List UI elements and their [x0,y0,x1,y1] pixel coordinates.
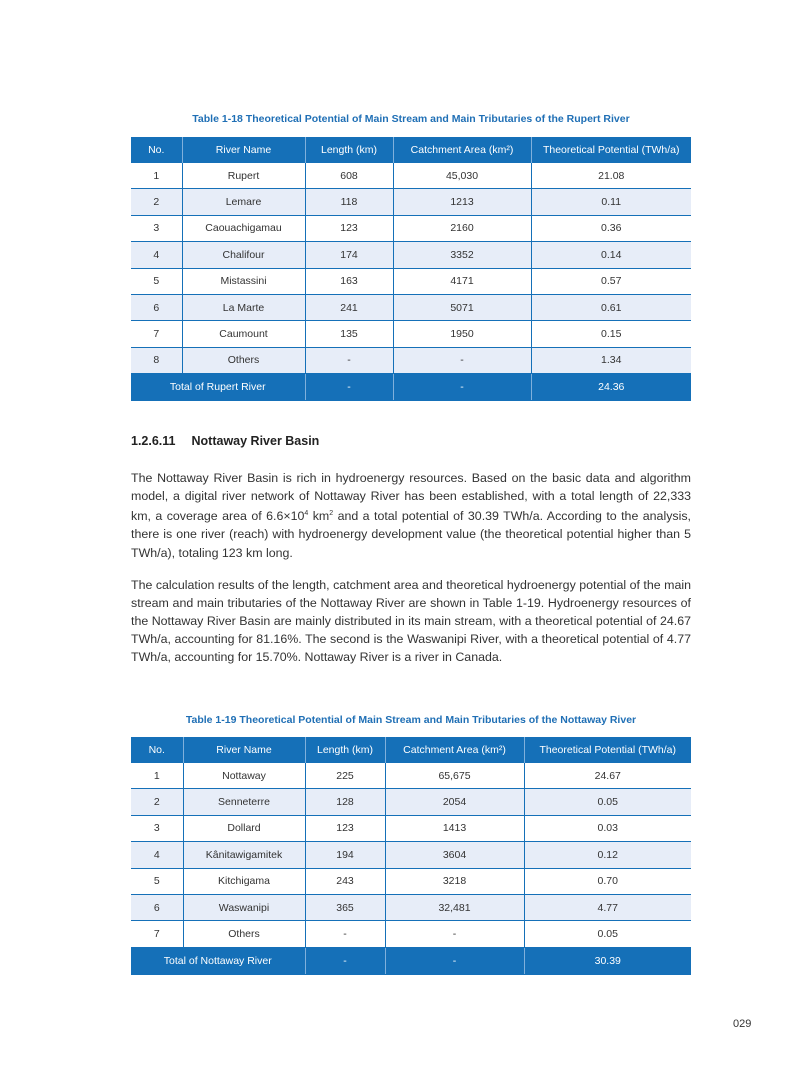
table-cell: 5 [131,868,183,894]
table-cell: 0.03 [524,815,691,841]
table-cell: 0.05 [524,789,691,815]
table-cell: 163 [305,268,393,294]
table-header-row [131,737,691,763]
column-header: Length (km) [305,737,385,763]
column-header: No. [131,137,182,163]
table-cell: 1950 [393,321,531,347]
total-cell: Total of Rupert River [131,374,305,401]
table-cell: Caouachigamau [182,215,305,241]
paragraph-2: The calculation results of the length, catchment area and theoretical hydroenergy potential of the main stream and main tributaries of the Nottaway River are shown in Table 1-19. Hydroenergy resources of the Nottaway River Basin are mainly distributed in its main stream, with a theoretical potential of 24.67 TWh/a, accounting for 81.16%. The second is the Waswanipi River, with a theoretical potential of 4.77 TWh/a, accounting for 15.70%. Nottaway River is a river in Canada. [131,578,691,665]
table-row [131,347,691,373]
table-cell: 123 [305,215,393,241]
table-cell: 128 [305,789,385,815]
table-cell: La Marte [182,294,305,320]
table-cell: 5071 [393,294,531,320]
exponent: 4 [304,510,309,518]
table-cell: - [393,347,531,373]
table-cell: 0.12 [524,842,691,868]
table-cell: 65,675 [385,763,524,789]
table-row [131,321,691,347]
table-cell: 135 [305,321,393,347]
table-cell: 1 [131,763,183,789]
table-cell: 0.11 [531,189,691,215]
total-cell: - [305,374,393,401]
table-row [131,189,691,215]
table-cell: Lemare [182,189,305,215]
table-row [131,242,691,268]
section-heading [131,434,319,448]
table-cell: 3218 [385,868,524,894]
table-cell: Nottaway [183,763,305,789]
table-cell: 3 [131,215,182,241]
section-number: 1.2.6.11 [131,434,176,448]
section-title: Nottaway River Basin [191,434,320,448]
table-cell: 0.61 [531,294,691,320]
column-header: Theoretical Potential (TWh/a) [531,137,691,163]
table-cell: Others [182,347,305,373]
table-cell: 3352 [393,242,531,268]
table-cell: Others [183,921,305,947]
table-cell: Rupert [182,163,305,189]
table-row [131,789,691,815]
table-cell: 4 [131,242,182,268]
paragraph-1-text-a: The Nottaway River Basin is rich in hydroenergy resources. Based on the basic data and algorithm model, a digital river network of Nottaway River has been established, with a total length of 22,333 km, a coverage area of 6.6×10 [131,471,691,524]
table-cell: 45,030 [393,163,531,189]
table-cell: 194 [305,842,385,868]
table-cell: Dollard [183,815,305,841]
table-cell: 21.08 [531,163,691,189]
column-header: Theoretical Potential (TWh/a) [524,737,691,763]
table-cell: 6 [131,294,182,320]
table-cell: 0.36 [531,215,691,241]
table-row [131,268,691,294]
paragraph-1 [131,469,691,562]
table-cell: 1413 [385,815,524,841]
table-cell: 24.67 [524,763,691,789]
table-cell: 0.70 [524,868,691,894]
column-header: Catchment Area (km²) [393,137,531,163]
table-cell: 1213 [393,189,531,215]
table-row [131,763,691,789]
table-1-18-caption: Table 1-18 Theoretical Potential of Main Stream and Main Tributaries of the Rupert River [192,113,630,125]
table-cell: - [305,347,393,373]
table-cell: 0.05 [524,921,691,947]
table-cell: 2 [131,789,183,815]
column-header: No. [131,737,183,763]
table-cell: 5 [131,268,182,294]
column-header: Length (km) [305,137,393,163]
table-cell: 4171 [393,268,531,294]
table-cell: 365 [305,894,385,920]
table-cell: 123 [305,815,385,841]
table-cell: 1 [131,163,182,189]
table-row [131,894,691,920]
table-row [131,868,691,894]
table-row [131,294,691,320]
table-row [131,921,691,947]
table-cell: 8 [131,347,182,373]
table-cell: 174 [305,242,393,268]
total-cell: - [305,947,385,974]
table-cell: 4.77 [524,894,691,920]
paragraph-1-text-c: and a total potential of 30.39 TWh/a. According to the analysis, there is one river (reach) with hydroenergy development value (the theoretical potential higher than 5 TWh/a), totaling 123 km long. [131,509,691,560]
column-header: River Name [183,737,305,763]
table-cell: Caumount [182,321,305,347]
total-cell: - [393,374,531,401]
table-cell: 7 [131,921,183,947]
table-cell: 32,481 [385,894,524,920]
table-cell: Kitchigama [183,868,305,894]
table-cell: Mistassini [182,268,305,294]
total-row [131,374,691,401]
table-cell: Senneterre [183,789,305,815]
table-cell: 608 [305,163,393,189]
table-cell: 2054 [385,789,524,815]
table-cell: 4 [131,842,183,868]
table-cell: 7 [131,321,182,347]
table-row [131,215,691,241]
table-row [131,842,691,868]
page-number: 029 [733,1018,752,1030]
table-cell: 2 [131,189,182,215]
exponent: 2 [329,510,334,518]
table-row [131,815,691,841]
table-cell: 0.14 [531,242,691,268]
paragraph-1-text-b: km [308,509,330,524]
table-cell: 0.15 [531,321,691,347]
table-cell: 0.57 [531,268,691,294]
total-cell: 30.39 [524,947,691,974]
table-cell: 3 [131,815,183,841]
table-header-row [131,137,691,163]
table-cell: 243 [305,868,385,894]
table-cell: 241 [305,294,393,320]
table-cell: Waswanipi [183,894,305,920]
table-row [131,163,691,189]
table-cell: 1.34 [531,347,691,373]
table-1-19 [131,737,691,975]
total-cell: - [385,947,524,974]
table-1-18 [131,137,691,401]
table-cell: Chalifour [182,242,305,268]
table-cell: Kânitawigamitek [183,842,305,868]
table-cell: 225 [305,763,385,789]
column-header: River Name [182,137,305,163]
table-cell: 2160 [393,215,531,241]
total-cell: Total of Nottaway River [131,947,305,974]
table-cell: - [385,921,524,947]
table-cell: 118 [305,189,393,215]
table-cell: - [305,921,385,947]
total-row [131,947,691,974]
table-cell: 6 [131,894,183,920]
table-cell: 3604 [385,842,524,868]
total-cell: 24.36 [531,374,691,401]
table-1-19-caption: Table 1-19 Theoretical Potential of Main Stream and Main Tributaries of the Nottaway River [185,714,637,726]
column-header: Catchment Area (km²) [385,737,524,763]
